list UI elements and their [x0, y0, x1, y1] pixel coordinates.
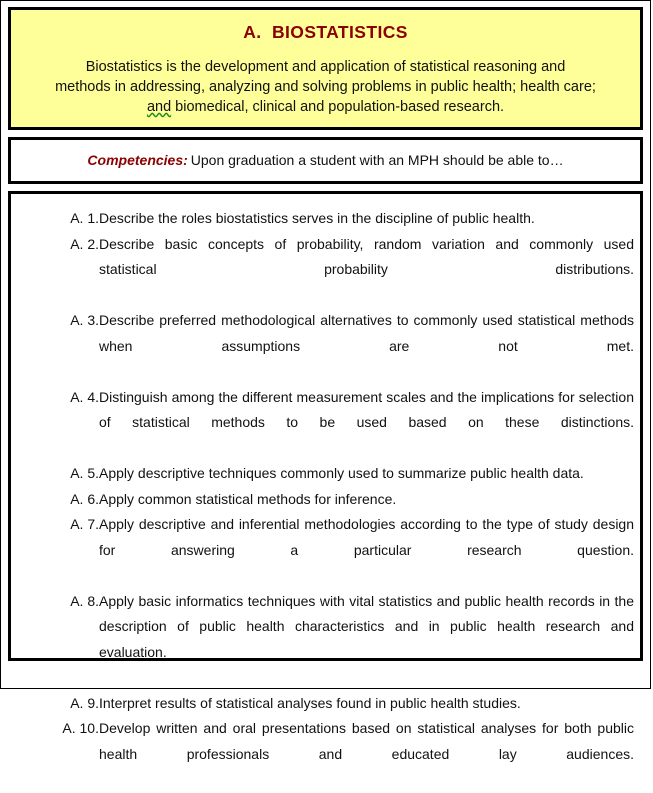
competency-label: A. 5.: [70, 465, 99, 481]
competency-text-content: Describe the roles biostatistics serves in the discipline of public health.: [99, 210, 535, 226]
competency-row: [17, 461, 634, 487]
competency-text: [99, 308, 634, 385]
competency-text: [99, 691, 634, 717]
competency-list-panel: [8, 191, 643, 762]
competency-row: [17, 716, 634, 793]
description-line-1: Biostatistics is the development and application of statistical reasoning and: [85, 59, 566, 75]
competency-text: [99, 512, 634, 589]
competency-text-content: Interpret results of statistical analyses found in public health studies.: [99, 694, 521, 711]
competency-text: [99, 716, 634, 793]
competency-text: [99, 232, 634, 309]
description-line-3-rest: biomedical, clinical and population-based research.: [171, 99, 505, 115]
competency-label: A. 6.: [70, 490, 99, 507]
spellcheck-flagged-word: and: [146, 99, 172, 115]
page-title: A. BIOSTATISTICS: [243, 22, 408, 42]
competency-text: [99, 487, 634, 513]
competency-text-content: Describe preferred methodological alternatives to commonly used statistical methods when assumptions are not met.: [99, 312, 634, 354]
description-line-3: [29, 97, 622, 117]
competency-row: [17, 308, 634, 385]
competency-text-content: Apply descriptive and inferential methodologies according to the type of study design for answering a particular research question.: [99, 516, 634, 558]
competency-label: A. 1.: [70, 210, 99, 226]
competency-label: A. 8.: [70, 592, 99, 609]
competency-row: [17, 385, 634, 462]
competency-row: [17, 589, 634, 691]
section-description: [21, 57, 630, 117]
competencies-banner-panel: [8, 137, 643, 184]
competency-text-content: Describe basic concepts of probability, random variation and commonly used statistical probability distributions.: [99, 235, 634, 277]
competency-text: [99, 461, 634, 487]
competency-text: [99, 206, 634, 232]
section-header-panel: [8, 7, 643, 130]
competency-label: A. 10.: [62, 720, 99, 736]
competency-text-content: Apply common statistical methods for inference.: [99, 490, 397, 507]
competency-row: [17, 512, 634, 589]
competencies-statement: Upon graduation a student with an MPH should be able to…: [190, 152, 564, 168]
competency-text: [99, 589, 634, 691]
competency-text-content: Distinguish among the different measurement scales and the implications for selection of statistical methods to be used based on these distinctions.: [99, 388, 634, 430]
competency-row: [17, 691, 634, 717]
competency-row: [17, 487, 634, 513]
competency-label: A. 4.: [70, 388, 99, 405]
competencies-label: Competencies:: [87, 152, 188, 168]
competency-text-content: Apply descriptive techniques commonly used to summarize public health data.: [99, 465, 584, 481]
competency-label: A. 2.: [70, 235, 99, 252]
competency-text: [99, 385, 634, 462]
competency-label: A. 3.: [70, 312, 99, 328]
competency-text-content: Apply basic informatics techniques with vital statistics and public health records in the description of public health characteristics and in public health research and evaluation.: [99, 592, 634, 660]
competencies-banner: [21, 151, 630, 169]
competency-label: A. 7.: [70, 516, 99, 532]
competency-table: [17, 206, 634, 793]
competency-row: [17, 206, 634, 232]
description-line-2: methods in addressing, analyzing and solving problems in public health; health care;: [55, 79, 596, 95]
competency-row: [17, 232, 634, 309]
competency-text-content: Develop written and oral presentations based on statistical analyses for both public health professionals and educated lay audiences.: [99, 720, 634, 762]
competency-label: A. 9.: [70, 694, 99, 711]
